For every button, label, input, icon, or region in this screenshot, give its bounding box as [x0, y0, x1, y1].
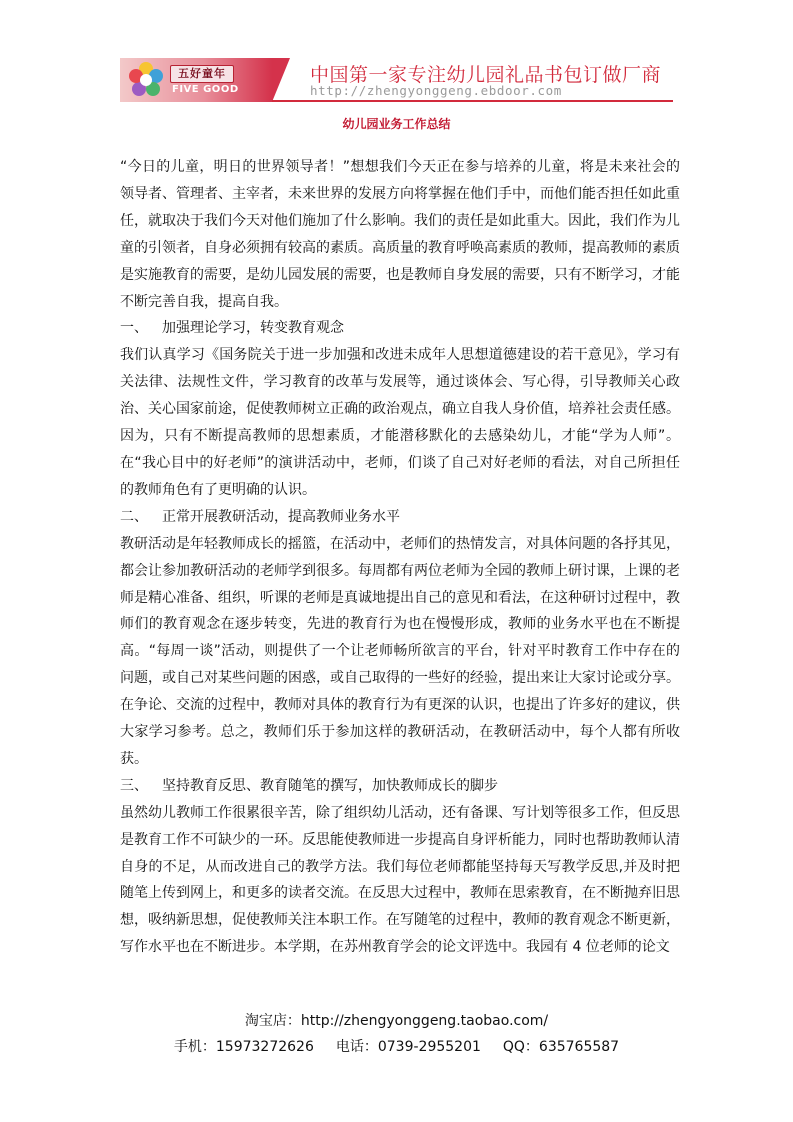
- logo-english-name: FIVE GOOD: [172, 84, 239, 95]
- flower-icon: [126, 61, 166, 99]
- document-body: [120, 154, 680, 961]
- section-number: 一、: [120, 320, 148, 337]
- section-heading: [120, 773, 680, 800]
- footer-qq: QQ：635765587: [502, 1039, 620, 1055]
- logo-chinese-name: 五好童年: [170, 65, 234, 83]
- document-title: 幼儿园业务工作总结: [342, 117, 451, 131]
- header-divider: [272, 100, 673, 102]
- brand-logo: [120, 58, 272, 102]
- website-url[interactable]: http://zhengyonggeng.ebdoor.com: [310, 83, 562, 98]
- header-banner: [120, 58, 673, 102]
- company-slogan: 中国第一家专注幼儿园礼品书包订做厂商: [310, 64, 662, 86]
- section-heading-text: 坚持教育反思、教育随笔的撰写，加快教师成长的脚步: [162, 777, 498, 794]
- section-paragraph: 我们认真学习《国务院关于进一步加强和改进未成年人思想道德建设的若干意见》，学习有关法律、法规性文件，学习教育的改革与发展等，通过谈体会、写心得，引导教师关心政治、关心国家前途，促使教师树立正确的政治观点，确立自我人身价值，培养社会责任感。因为，只有不断提高教师的思想素质，才能潜移默化的去感染幼儿，才能“学为人师”。 在“我心目中的好老师”的演讲活动中，老师，们谈了自己对好老师的看法，对自己所担任的教师角色有了更明确的认识。: [120, 347, 680, 498]
- section-paragraph: 教研活动是年轻教师成长的摇篮，在活动中，老师们的热情发言，对具体问题的各抒其见，都会让参加教研活动的老师学到很多。每周都有两位老师为全园的教师上研讨课，上课的老师是精心准备、组织，听课的老师是真诚地提出自己的意见和看法，在这种研讨过程中，教师们的教育观念在逐步转变，先进的教育行为也在慢慢形成，教师的业务水平也在不断提高。“每周一谈”活动，则提供了一个让老师畅所欲言的平台，针对平时教育工作中存在的问题，或自己对某些问题的困惑，或自己取得的一些好的经验，提出来让大家讨论或分享。在争论、交流的过程中，教师对具体的教育行为有更深的认识，也提出了许多好的建议，供大家学习参考。总之，教师们乐于参加这样的教研活动，在教研活动中，每个人都有所收获。: [120, 535, 680, 767]
- footer-tel: 电话：0739-2955201: [335, 1039, 481, 1055]
- section-heading: [120, 504, 680, 531]
- section-paragraph: 虽然幼儿教师工作很累很辛苦，除了组织幼儿活动，还有备课、写计划等很多工作，但反思是教育工作不可缺少的一环。反思能使教师进一步提高自身评析能力，同时也帮助教师认清自身的不足，从而改进自己的教学方法。我们每位老师都能坚持每天写教学反思,并及时把随笔上传到网上，和更多的读者交流。在反思大过程中，教师在思索教育，在不断抛弃旧思想，吸纳新思想，促使教师关注本职工作。在写随笔的过程中，教师的教育观念不断更新，写作水平也在不断进步。本学期，在苏州教育学会的论文评选中。我园有 4 位老师的论文: [120, 804, 680, 956]
- footer-phone: 手机：15973272626: [173, 1039, 314, 1055]
- footer-shop-link[interactable]: 淘宝店：http://zhengyonggeng.taobao.com/: [244, 1013, 549, 1029]
- section-heading-text: 加强理论学习，转变教育观念: [162, 320, 344, 337]
- section-number: 二、: [120, 508, 148, 525]
- section-heading-text: 正常开展教研活动，提高教师业务水平: [162, 508, 400, 525]
- intro-paragraph: “今日的儿童，明日的世界领导者！”想想我们今天正在参与培养的儿童，将是未来社会的领导者、管理者、主宰者，未来世界的发展方向将掌握在他们手中，而他们能否担任如此重任，就取决于我们今天对他们施加了什么影响。我们的责任是如此重大。因此，我们作为儿童的引领者，自身必须拥有较高的素质。高质量的教育呼唤高素质的教师，提高教师的素质是实施教育的需要，是幼儿园发展的需要，也是教师自身发展的需要，只有不断学习，才能不断完善自我，提高自我。: [120, 159, 680, 310]
- footer-contact: [0, 1036, 793, 1056]
- section-heading: [120, 315, 680, 342]
- section-number: 三、: [120, 777, 148, 794]
